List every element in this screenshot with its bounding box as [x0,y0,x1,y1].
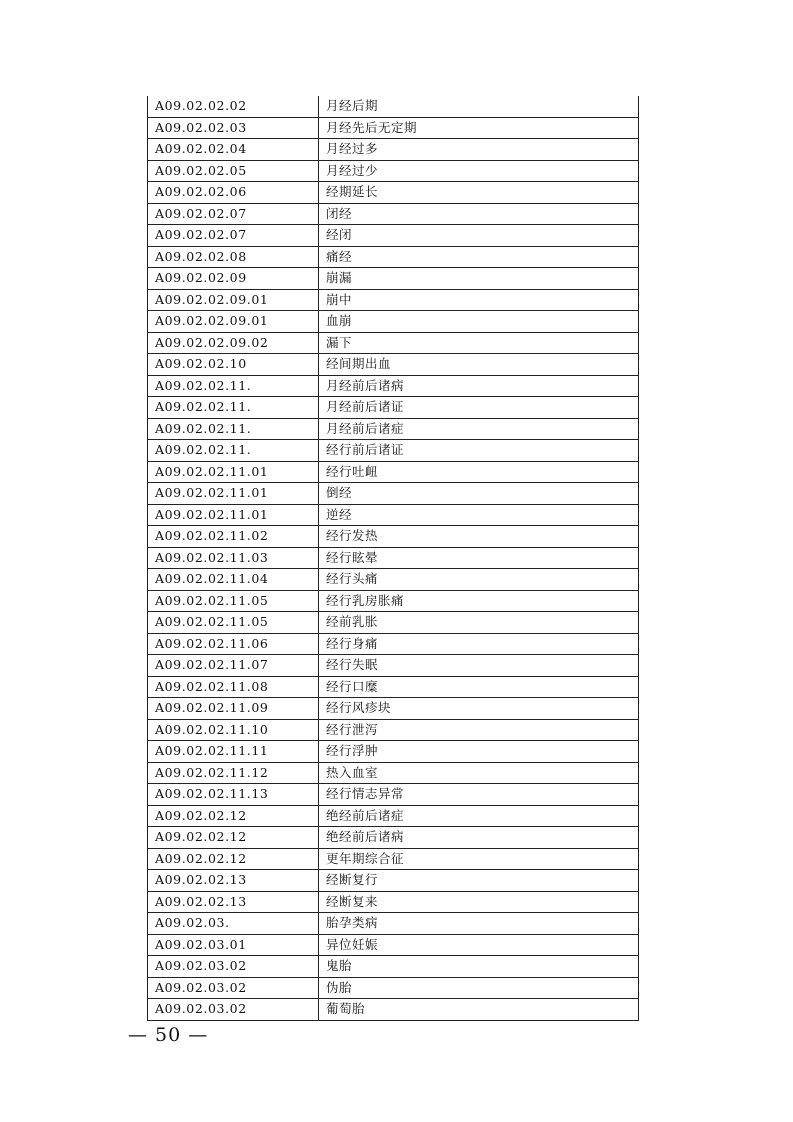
term-cell: 经行泄泻 [319,719,639,741]
table-row [148,526,639,548]
term-cell: 经行失眠 [319,655,639,677]
code-cell: A09.02.02.11.02 [148,526,319,548]
code-cell: A09.02.02.11.01 [148,483,319,505]
code-cell: A09.02.02.11.08 [148,676,319,698]
code-cell: A09.02.02.11.03 [148,547,319,569]
table-row [148,225,639,247]
table-row [148,354,639,376]
table-row [148,268,639,290]
table-row [148,440,639,462]
code-cell: A09.02.02.08 [148,246,319,268]
term-cell: 崩漏 [319,268,639,290]
table-row [148,870,639,892]
term-cell: 经期延长 [319,182,639,204]
term-cell: 经行口糜 [319,676,639,698]
code-cell: A09.02.02.09.02 [148,332,319,354]
term-cell: 月经后期 [319,96,639,117]
term-cell: 葡萄胎 [319,999,639,1021]
table-row [148,375,639,397]
code-cell: A09.02.02.09.01 [148,311,319,333]
code-cell: A09.02.02.13 [148,891,319,913]
code-cell: A09.02.02.02 [148,96,319,117]
code-cell: A09.02.02.11.10 [148,719,319,741]
term-cell: 绝经前后诸症 [319,805,639,827]
code-cell: A09.02.02.11. [148,375,319,397]
term-cell: 经行吐衄 [319,461,639,483]
term-cell: 血崩 [319,311,639,333]
table-row [148,182,639,204]
code-cell: A09.02.03.02 [148,956,319,978]
term-cell: 经行浮肿 [319,741,639,763]
table-row [148,827,639,849]
code-cell: A09.02.02.04 [148,139,319,161]
table-row [148,655,639,677]
code-cell: A09.02.02.05 [148,160,319,182]
term-cell: 经闭 [319,225,639,247]
table-row [148,311,639,333]
table-row [148,762,639,784]
term-cell: 逆经 [319,504,639,526]
table-row [148,633,639,655]
table-row [148,160,639,182]
term-cell: 经行前后诸证 [319,440,639,462]
code-cell: A09.02.03.02 [148,999,319,1021]
table-row [148,289,639,311]
table-row [148,848,639,870]
table-row [148,999,639,1021]
table-row [148,956,639,978]
code-cell: A09.02.02.11. [148,397,319,419]
term-cell: 月经先后无定期 [319,117,639,139]
term-cell: 鬼胎 [319,956,639,978]
table-row [148,139,639,161]
table-row [148,569,639,591]
table-row [148,741,639,763]
table-row [148,483,639,505]
code-cell: A09.02.03. [148,913,319,935]
code-cell: A09.02.02.12 [148,848,319,870]
term-cell: 更年期综合征 [319,848,639,870]
table-row [148,504,639,526]
table-row [148,977,639,999]
term-cell: 月经前后诸病 [319,375,639,397]
code-cell: A09.02.02.11.07 [148,655,319,677]
table-row [148,913,639,935]
term-cell: 经行风疹块 [319,698,639,720]
term-cell: 崩中 [319,289,639,311]
table-row [148,805,639,827]
code-cell: A09.02.02.11.05 [148,612,319,634]
code-cell: A09.02.02.09.01 [148,289,319,311]
term-cell: 经前乳胀 [319,612,639,634]
term-cell: 漏下 [319,332,639,354]
table-row [148,934,639,956]
term-cell: 倒经 [319,483,639,505]
table-row [148,784,639,806]
term-cell: 月经过少 [319,160,639,182]
table-row [148,96,639,117]
table-row [148,397,639,419]
code-cell: A09.02.02.11.04 [148,569,319,591]
code-cell: A09.02.02.03 [148,117,319,139]
table-row [148,203,639,225]
table-row [148,332,639,354]
term-cell: 伪胎 [319,977,639,999]
term-cell: 痛经 [319,246,639,268]
term-cell: 经行头痛 [319,569,639,591]
code-cell: A09.02.02.06 [148,182,319,204]
term-cell: 经行身痛 [319,633,639,655]
code-cell: A09.02.02.11.09 [148,698,319,720]
term-cell: 异位妊娠 [319,934,639,956]
code-cell: A09.02.03.02 [148,977,319,999]
table-row [148,698,639,720]
table-row [148,590,639,612]
terminology-code-table [147,96,639,1021]
term-cell: 经行发热 [319,526,639,548]
term-cell: 热入血室 [319,762,639,784]
term-cell: 月经前后诸证 [319,397,639,419]
code-cell: A09.02.02.11. [148,418,319,440]
table-row [148,891,639,913]
code-cell: A09.02.02.09 [148,268,319,290]
term-cell: 绝经前后诸病 [319,827,639,849]
table-row [148,418,639,440]
code-cell: A09.02.02.07 [148,225,319,247]
code-cell: A09.02.02.10 [148,354,319,376]
code-cell: A09.02.02.11.06 [148,633,319,655]
code-cell: A09.02.02.11.13 [148,784,319,806]
code-cell: A09.02.02.11.11 [148,741,319,763]
code-cell: A09.02.02.11.01 [148,504,319,526]
code-cell: A09.02.03.01 [148,934,319,956]
term-cell: 经行情志异常 [319,784,639,806]
code-cell: A09.02.02.12 [148,805,319,827]
term-cell: 月经过多 [319,139,639,161]
code-cell: A09.02.02.12 [148,827,319,849]
table-row [148,246,639,268]
term-cell: 月经前后诸症 [319,418,639,440]
term-cell: 经行眩晕 [319,547,639,569]
table-row [148,676,639,698]
term-cell: 闭经 [319,203,639,225]
table-body [148,96,639,1020]
code-cell: A09.02.02.11.12 [148,762,319,784]
page-number: — 50 — [128,1024,209,1046]
term-cell: 经行乳房胀痛 [319,590,639,612]
code-cell: A09.02.02.13 [148,870,319,892]
table-row [148,547,639,569]
table-row [148,719,639,741]
table-row [148,117,639,139]
term-cell: 经间期出血 [319,354,639,376]
term-cell: 经断复来 [319,891,639,913]
term-cell: 胎孕类病 [319,913,639,935]
table-row [148,612,639,634]
code-cell: A09.02.02.11.05 [148,590,319,612]
code-cell: A09.02.02.07 [148,203,319,225]
code-cell: A09.02.02.11. [148,440,319,462]
term-cell: 经断复行 [319,870,639,892]
code-cell: A09.02.02.11.01 [148,461,319,483]
table-row [148,461,639,483]
